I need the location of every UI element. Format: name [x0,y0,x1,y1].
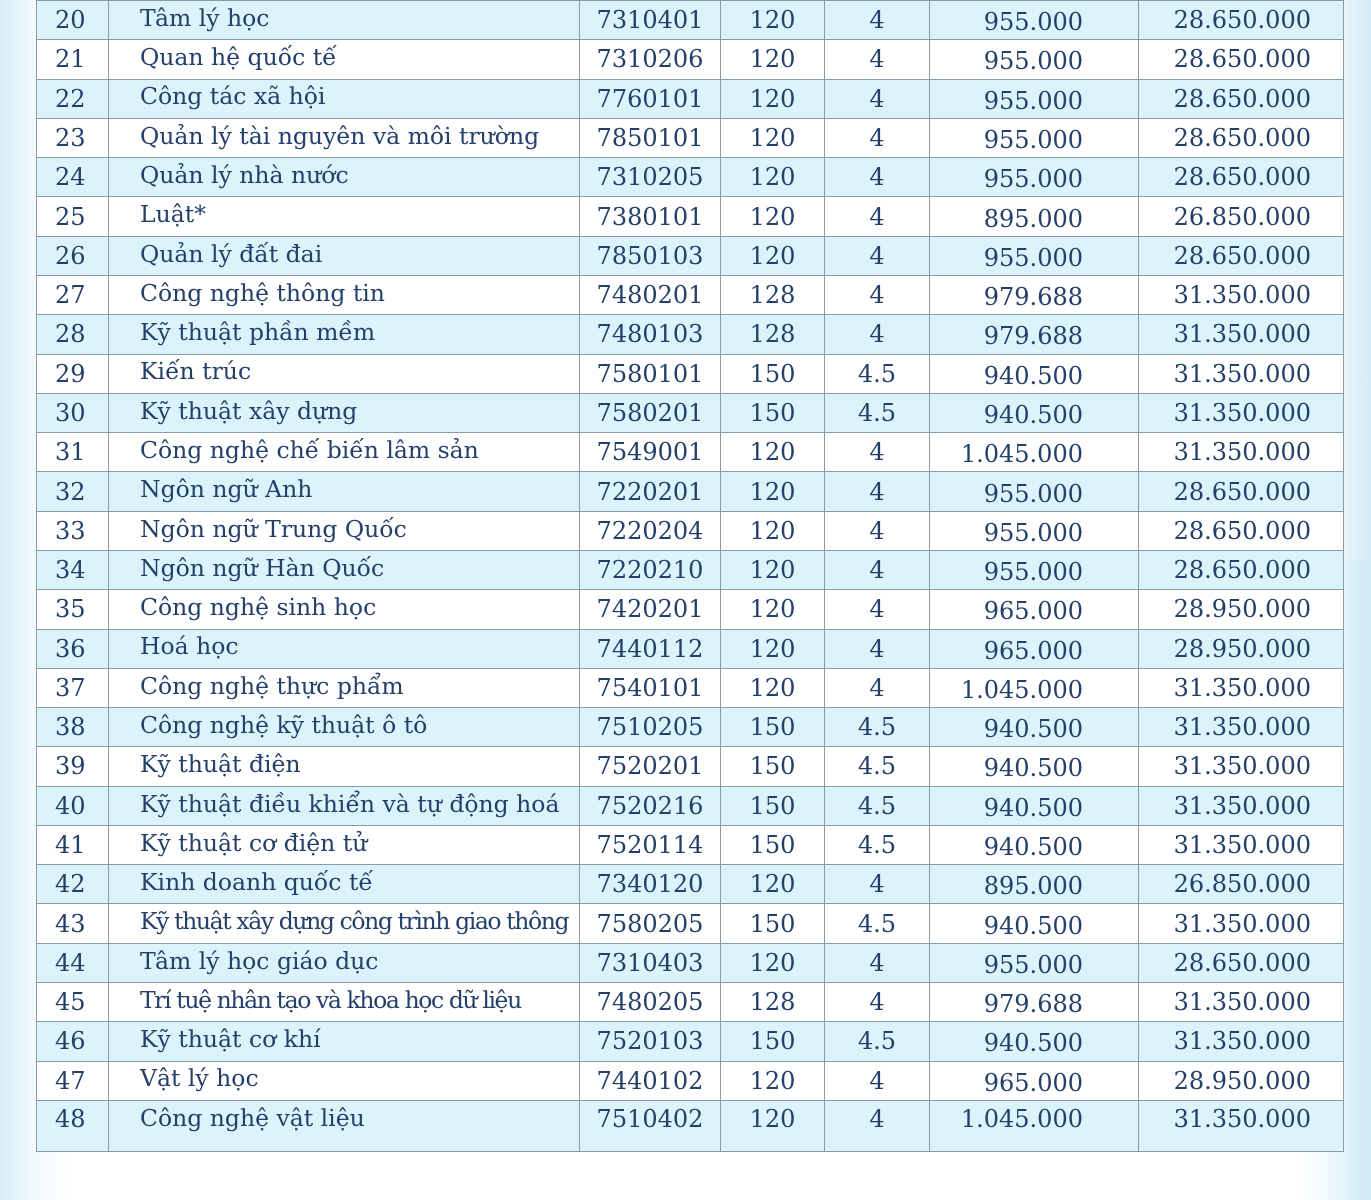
program-code-cell: 7520103 [580,1022,721,1061]
credits-cell: 120 [721,668,825,707]
fee-per-credit-cell: 940.500 [930,354,1139,393]
table-row [37,904,1344,943]
duration-years-cell: 4 [825,315,930,354]
credits-cell: 120 [721,79,825,118]
program-code-cell: 7440112 [580,629,721,668]
program-name-cell: Ngôn ngữ Anh [109,472,580,511]
fee-per-credit-cell: 1.045.000 [930,668,1139,707]
program-name-cell: Kỹ thuật điều khiển và tự động hoá [109,786,580,825]
program-name-cell: Kỹ thuật xây dựng [109,393,580,432]
credits-cell: 150 [721,393,825,432]
credits-cell: 150 [721,354,825,393]
duration-years-cell: 4 [825,943,930,982]
row-number-cell: 42 [37,865,109,904]
credits-cell: 150 [721,1022,825,1061]
program-code-cell: 7310403 [580,943,721,982]
program-name-cell: Công nghệ kỹ thuật ô tô [109,708,580,747]
fee-per-credit-cell: 940.500 [930,904,1139,943]
fee-per-credit-cell: 979.688 [930,315,1139,354]
program-name-cell: Luật* [109,197,580,236]
credits-cell: 128 [721,275,825,314]
fee-per-credit-cell: 940.500 [930,393,1139,432]
fee-per-credit-cell: 955.000 [930,158,1139,197]
fee-per-credit-cell: 955.000 [930,1,1139,40]
duration-years-cell: 4 [825,197,930,236]
credits-cell: 150 [721,786,825,825]
fee-per-credit-cell: 979.688 [930,983,1139,1022]
table-row [37,747,1344,786]
credits-cell: 120 [721,158,825,197]
duration-years-cell: 4 [825,236,930,275]
credits-cell: 150 [721,747,825,786]
duration-years-cell: 4.5 [825,747,930,786]
program-code-cell: 7380101 [580,197,721,236]
program-name-cell: Công nghệ sinh học [109,590,580,629]
table-row [37,315,1344,354]
duration-years-cell: 4 [825,40,930,79]
row-number-cell: 41 [37,825,109,864]
duration-years-cell: 4.5 [825,708,930,747]
table-row [37,825,1344,864]
program-name-cell: Kiến trúc [109,354,580,393]
credits-cell: 120 [721,1,825,40]
duration-years-cell: 4 [825,983,930,1022]
program-name-cell: Quan hệ quốc tế [109,40,580,79]
table-row [37,1100,1344,1151]
row-number-cell: 35 [37,590,109,629]
row-number-cell: 21 [37,40,109,79]
program-code-cell: 7310401 [580,1,721,40]
duration-years-cell: 4 [825,79,930,118]
annual-tuition-cell: 31.350.000 [1139,825,1344,864]
program-code-cell: 7420201 [580,590,721,629]
duration-years-cell: 4 [825,275,930,314]
program-name-cell: Công tác xã hội [109,79,580,118]
table-row [37,708,1344,747]
row-number-cell: 33 [37,511,109,550]
table-row [37,943,1344,982]
program-code-cell: 7310206 [580,40,721,79]
credits-cell: 120 [721,1100,825,1151]
credits-cell: 120 [721,197,825,236]
fee-per-credit-cell: 940.500 [930,708,1139,747]
program-name-cell: Ngôn ngữ Trung Quốc [109,511,580,550]
table-row [37,786,1344,825]
program-name-cell: Công nghệ chế biến lâm sản [109,433,580,472]
fee-per-credit-cell: 895.000 [930,197,1139,236]
credits-cell: 120 [721,590,825,629]
duration-years-cell: 4 [825,511,930,550]
table-body [37,1,1344,1152]
duration-years-cell: 4 [825,1,930,40]
annual-tuition-cell: 28.650.000 [1139,550,1344,589]
credits-cell: 120 [721,40,825,79]
program-code-cell: 7520114 [580,825,721,864]
program-name-cell: Quản lý tài nguyên và môi trường [109,118,580,157]
fee-per-credit-cell: 895.000 [930,865,1139,904]
fee-per-credit-cell: 955.000 [930,472,1139,511]
fee-per-credit-cell: 955.000 [930,236,1139,275]
program-code-cell: 7480201 [580,275,721,314]
program-name-cell: Quản lý nhà nước [109,158,580,197]
table-row [37,158,1344,197]
program-name-cell: Ngôn ngữ Hàn Quốc [109,550,580,589]
row-number-cell: 48 [37,1100,109,1151]
duration-years-cell: 4 [825,668,930,707]
program-name-cell: Kỹ thuật xây dựng công trình giao thông [109,904,580,943]
table-row [37,668,1344,707]
duration-years-cell: 4.5 [825,904,930,943]
program-code-cell: 7580201 [580,393,721,432]
table-row [37,511,1344,550]
fee-per-credit-cell: 1.045.000 [930,1100,1139,1151]
annual-tuition-cell: 31.350.000 [1139,904,1344,943]
duration-years-cell: 4.5 [825,1022,930,1061]
credits-cell: 120 [721,1061,825,1100]
program-name-cell: Công nghệ thực phẩm [109,668,580,707]
annual-tuition-cell: 28.650.000 [1139,158,1344,197]
program-name-cell: Tâm lý học giáo dục [109,943,580,982]
annual-tuition-cell: 26.850.000 [1139,865,1344,904]
credits-cell: 120 [721,943,825,982]
table-row [37,118,1344,157]
annual-tuition-cell: 28.950.000 [1139,1061,1344,1100]
annual-tuition-cell: 28.650.000 [1139,40,1344,79]
row-number-cell: 27 [37,275,109,314]
program-code-cell: 7540101 [580,668,721,707]
annual-tuition-cell: 26.850.000 [1139,197,1344,236]
row-number-cell: 32 [37,472,109,511]
table-row [37,197,1344,236]
duration-years-cell: 4.5 [825,354,930,393]
annual-tuition-cell: 28.650.000 [1139,79,1344,118]
credits-cell: 120 [721,472,825,511]
program-name-cell: Kỹ thuật phần mềm [109,315,580,354]
fee-per-credit-cell: 940.500 [930,786,1139,825]
row-number-cell: 31 [37,433,109,472]
program-code-cell: 7850101 [580,118,721,157]
fee-per-credit-cell: 940.500 [930,747,1139,786]
duration-years-cell: 4 [825,433,930,472]
table-row [37,275,1344,314]
table-row [37,236,1344,275]
row-number-cell: 45 [37,983,109,1022]
program-code-cell: 7480103 [580,315,721,354]
fee-per-credit-cell: 965.000 [930,590,1139,629]
table-row [37,40,1344,79]
annual-tuition-cell: 31.350.000 [1139,433,1344,472]
credits-cell: 150 [721,904,825,943]
fee-per-credit-cell: 979.688 [930,275,1139,314]
row-number-cell: 46 [37,1022,109,1061]
row-number-cell: 25 [37,197,109,236]
credits-cell: 150 [721,825,825,864]
program-code-cell: 7580101 [580,354,721,393]
program-code-cell: 7510402 [580,1100,721,1151]
annual-tuition-cell: 31.350.000 [1139,983,1344,1022]
annual-tuition-cell: 31.350.000 [1139,786,1344,825]
row-number-cell: 44 [37,943,109,982]
table-row [37,433,1344,472]
program-code-cell: 7220201 [580,472,721,511]
row-number-cell: 23 [37,118,109,157]
program-name-cell: Kỹ thuật cơ khí [109,1022,580,1061]
fee-per-credit-cell: 955.000 [930,550,1139,589]
program-code-cell: 7520201 [580,747,721,786]
duration-years-cell: 4.5 [825,393,930,432]
duration-years-cell: 4 [825,590,930,629]
row-number-cell: 22 [37,79,109,118]
fee-per-credit-cell: 955.000 [930,943,1139,982]
annual-tuition-cell: 31.350.000 [1139,275,1344,314]
credits-cell: 150 [721,708,825,747]
annual-tuition-cell: 28.650.000 [1139,511,1344,550]
fee-per-credit-cell: 965.000 [930,1061,1139,1100]
program-code-cell: 7520216 [580,786,721,825]
row-number-cell: 40 [37,786,109,825]
fee-per-credit-cell: 955.000 [930,40,1139,79]
table-row [37,472,1344,511]
program-code-cell: 7220204 [580,511,721,550]
program-code-cell: 7850103 [580,236,721,275]
program-name-cell: Kỹ thuật cơ điện tử [109,825,580,864]
row-number-cell: 38 [37,708,109,747]
table-row [37,629,1344,668]
annual-tuition-cell: 31.350.000 [1139,708,1344,747]
duration-years-cell: 4 [825,1061,930,1100]
table-row [37,550,1344,589]
row-number-cell: 20 [37,1,109,40]
program-code-cell: 7440102 [580,1061,721,1100]
duration-years-cell: 4.5 [825,786,930,825]
fee-per-credit-cell: 955.000 [930,511,1139,550]
program-name-cell: Kỹ thuật điện [109,747,580,786]
credits-cell: 120 [721,629,825,668]
annual-tuition-cell: 31.350.000 [1139,747,1344,786]
duration-years-cell: 4 [825,158,930,197]
credits-cell: 128 [721,315,825,354]
duration-years-cell: 4.5 [825,825,930,864]
duration-years-cell: 4 [825,472,930,511]
program-name-cell: Vật lý học [109,1061,580,1100]
credits-cell: 128 [721,983,825,1022]
annual-tuition-cell: 31.350.000 [1139,668,1344,707]
program-code-cell: 7549001 [580,433,721,472]
row-number-cell: 34 [37,550,109,589]
row-number-cell: 39 [37,747,109,786]
table-row [37,79,1344,118]
table-row [37,393,1344,432]
right-edge-shadow [1343,560,1371,1200]
program-code-cell: 7310205 [580,158,721,197]
annual-tuition-cell: 28.650.000 [1139,236,1344,275]
table-row [37,590,1344,629]
duration-years-cell: 4 [825,629,930,668]
row-number-cell: 47 [37,1061,109,1100]
credits-cell: 120 [721,550,825,589]
fee-per-credit-cell: 1.045.000 [930,433,1139,472]
row-number-cell: 43 [37,904,109,943]
credits-cell: 120 [721,236,825,275]
annual-tuition-cell: 28.950.000 [1139,590,1344,629]
table-row [37,354,1344,393]
tuition-table [36,0,1344,1152]
credits-cell: 120 [721,433,825,472]
credits-cell: 120 [721,511,825,550]
table-row [37,1061,1344,1100]
program-name-cell: Hoá học [109,629,580,668]
duration-years-cell: 4 [825,118,930,157]
fee-per-credit-cell: 940.500 [930,825,1139,864]
duration-years-cell: 4 [825,865,930,904]
annual-tuition-cell: 31.350.000 [1139,354,1344,393]
annual-tuition-cell: 31.350.000 [1139,1100,1344,1151]
program-name-cell: Trí tuệ nhân tạo và khoa học dữ liệu [109,983,580,1022]
program-code-cell: 7220210 [580,550,721,589]
row-number-cell: 30 [37,393,109,432]
table-row [37,1,1344,40]
fee-per-credit-cell: 965.000 [930,629,1139,668]
annual-tuition-cell: 28.950.000 [1139,629,1344,668]
annual-tuition-cell: 31.350.000 [1139,1022,1344,1061]
credits-cell: 120 [721,118,825,157]
row-number-cell: 24 [37,158,109,197]
program-code-cell: 7760101 [580,79,721,118]
annual-tuition-cell: 28.650.000 [1139,118,1344,157]
program-name-cell: Quản lý đất đai [109,236,580,275]
row-number-cell: 28 [37,315,109,354]
program-code-cell: 7580205 [580,904,721,943]
program-code-cell: 7480205 [580,983,721,1022]
fee-per-credit-cell: 955.000 [930,118,1139,157]
row-number-cell: 29 [37,354,109,393]
table-row [37,983,1344,1022]
fee-per-credit-cell: 955.000 [930,79,1139,118]
annual-tuition-cell: 28.650.000 [1139,943,1344,982]
annual-tuition-cell: 28.650.000 [1139,1,1344,40]
program-code-cell: 7340120 [580,865,721,904]
row-number-cell: 37 [37,668,109,707]
row-number-cell: 26 [37,236,109,275]
annual-tuition-cell: 28.650.000 [1139,472,1344,511]
credits-cell: 120 [721,865,825,904]
row-number-cell: 36 [37,629,109,668]
annual-tuition-cell: 31.350.000 [1139,315,1344,354]
program-code-cell: 7510205 [580,708,721,747]
annual-tuition-cell: 31.350.000 [1139,393,1344,432]
program-name-cell: Kinh doanh quốc tế [109,865,580,904]
table-row [37,1022,1344,1061]
fee-per-credit-cell: 940.500 [930,1022,1139,1061]
duration-years-cell: 4 [825,1100,930,1151]
duration-years-cell: 4 [825,550,930,589]
program-name-cell: Công nghệ vật liệu [109,1100,580,1151]
program-name-cell: Tâm lý học [109,1,580,40]
program-name-cell: Công nghệ thông tin [109,275,580,314]
table-row [37,865,1344,904]
tuition-table-sheet [36,0,1343,1180]
